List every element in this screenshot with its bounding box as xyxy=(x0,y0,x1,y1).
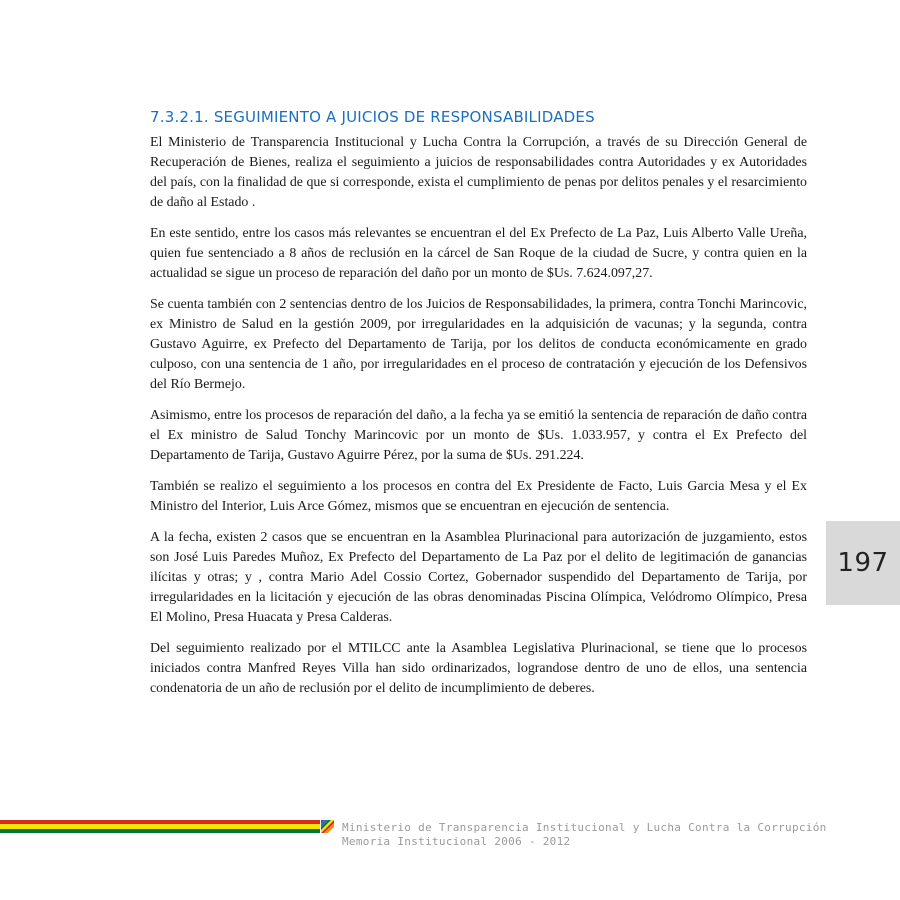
page-number: 197 xyxy=(837,548,889,578)
paragraph-2: En este sentido, entre los casos más relevantes se encuentran el del Ex Prefecto de La Paz, Luis Alberto Valle Ureña, quien fue sentenciado a 8 años de reclusión en la cárcel de San Roque de la ciudad de Sucre, y contra quien en la actualidad se sigue un proceso de reparación del daño por un monto de $Us. 7.624.097,27. xyxy=(150,226,807,281)
paragraph-7: Del seguimiento realizado por el MTILCC ante la Asamblea Legislativa Plurinacional, se tiene que lo procesos iniciados contra Manfred Reyes Villa han sido ordinarizados, lograndose dentro de uno de ellos, una sentencia condenatoria de un año de reclusión por el delito de incumplimiento de deberes. xyxy=(150,641,807,696)
paragraph-6: A la fecha, existen 2 casos que se encuentran en la Asamblea Plurinacional para autorización de juzgamiento, estos son José Luis Paredes Muñoz, Ex Prefecto del Departamento de La Paz por el delito de legitimación de ganancias ilícitas y otras; y , contra Mario Adel Cossio Cortez, Gobernador suspendido del Departamento de Tarija, por irregularidades en la licitación y ejecución de las obras denominadas Piscina Olímpica, Velódromo Olímpico, Presa El Molino, Presa Huacata y Presa Calderas. xyxy=(150,530,807,625)
page-number-tab xyxy=(826,521,900,605)
section-heading: 7.3.2.1. SEGUIMIENTO A JUICIOS DE RESPONSABILIDADES xyxy=(150,108,595,126)
paragraph-5: También se realizo el seguimiento a los procesos en contra del Ex Presidente de Facto, Luis Garcia Mesa y el Ex Ministro del Interior, Luis Arce Gómez, mismos que se encuentran en ejecución de sentencia. xyxy=(150,479,807,514)
paragraph-1: El Ministerio de Transparencia Institucional y Lucha Contra la Corrupción, a través de su Dirección General de Recuperación de Bienes, realiza el seguimiento a juicios de responsabilidades contra Autoridades y ex Autoridades del país, con la finalidad de que si corresponde, exista el cumplimiento de penas por delitos penales y el resarcimiento de daño al Estado . xyxy=(150,135,807,210)
paragraph-4: Asimismo, entre los procesos de reparación del daño, a la fecha ya se emitió la sentencia de reparación de daño contra el Ex ministro de Salud Tonchy Marincovic por un monto de $Us. 1.033.957, y contra el Ex Prefecto del Departamento de Tarija, Gustavo Aguirre Pérez, por la suma de $Us. 291.224. xyxy=(150,408,807,463)
footer-memoria: Memoria Institucional 2006 - 2012 xyxy=(342,835,571,848)
bolivian-flag-stripe-icon xyxy=(0,820,320,833)
paragraph-3: Se cuenta también con 2 sentencias dentro de los Juicios de Responsabilidades, la primera, contra Tonchi Marincovic, ex Ministro de Salud en la gestión 2009, por irregularidades en la adquisición de vacunas; y la segunda, contra Gustavo Aguirre, ex Prefecto del Departamento de Tarija, por los delitos de conducta económicamente en grado culposo, con una sentencia de 1 año, por irregularidades en el proceso de contratación y ejecución de los Defensivos del Río Bermejo. xyxy=(150,297,807,392)
body-text xyxy=(150,133,807,710)
flag-stripe-green xyxy=(0,829,320,833)
footer xyxy=(342,821,827,849)
footer-ministry: Ministerio de Transparencia Institucional y Lucha Contra la Corrupción xyxy=(342,821,827,834)
wiphala-icon xyxy=(321,820,334,833)
